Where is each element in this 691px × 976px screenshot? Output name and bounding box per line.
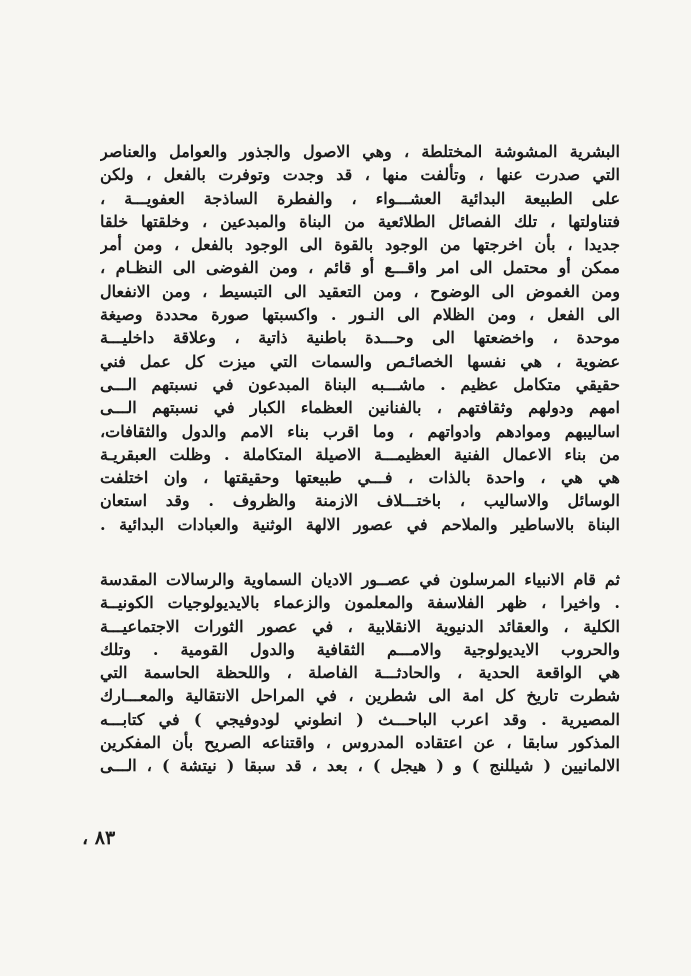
text-line: امهم ودولهم وثقافتهم ، بالفنانين العظماء الكبار في نسبتهم الـــى — [100, 398, 620, 418]
text-line: والحروب الايديولوجية والامـــم الثقافية والدول القومية . وتلك — [100, 639, 620, 659]
text-line: ومن الغموض الى الوضوح ، ومن التعقيد الى التبسيط ، ومن الانفعال — [100, 281, 620, 301]
paragraph-2 — [100, 568, 620, 778]
text-line: الى الفعل ، ومن الظلام الى النـور . واكسبتها صورة محددة وصيغة — [100, 305, 620, 325]
text-line: ممكن أو محتمل الى امر واقـــع أو قائم ، ومن الفوضى الى النظـام ، — [100, 258, 620, 278]
text-line: الوسائل والاساليب ، باختـــلاف الازمنة والظروف . وقد استعان — [100, 491, 620, 511]
text-line: المصيرية . وقد اعرب الباحـــث ( انطوني لودوفيجي ) في كتابـــه — [100, 709, 620, 729]
text-line: على الطبيعة البدائية العشـــواء ، والفطرة الساذجة العفويـــة ، — [100, 188, 620, 208]
text-line: حقيقي متكامل عظيم . ماشـــبه البناة المبدعون في نسبتهم الـــى — [100, 374, 620, 394]
text-line: جديدا ، بأن اخرجتها من الوجود بالقوة الى الوجود بالفعل ، ومن أمر — [100, 235, 620, 255]
text-line: ثم قام الانبياء المرسلون في عصــور الاديان السماوية والرسالات المقدسة — [100, 570, 620, 589]
text-line: عضوية ، هي نفسها الخصائـص والسمات التي ميزت كل عمل فني — [100, 351, 620, 371]
text-line: هي الواقعة الحدية ، والحادثـــة الفاصلة ، واللحظة الحاسمة التي — [100, 663, 620, 683]
text-line: اساليبهم وموادهم وادواتهم ، وما اقرب بناء الامم والدول والثقافات، — [100, 421, 620, 441]
paragraph-1 — [100, 140, 620, 536]
page-number: ٨٣ ، — [82, 827, 116, 849]
text-line: موحدة ، واخضعتها الى وحـــدة باطنية ذاتية ، وعلاقة داخليـــة — [100, 328, 620, 348]
text-line: الالمانيين ( شيللنج ) و ( هيجل ) ، بعد ، قد سبقا ( نيتشة ) ، الـــى — [100, 756, 620, 776]
text-line: التي صدرت عنها ، وتألفت منها ، قد وجدت وتوفرت بالفعل ، ولكن — [100, 165, 620, 185]
text-line: البناة بالاساطير والملاحم في عصور الالهة الوثنية والعبادات البدائية . — [100, 514, 620, 534]
text-line: الكلية ، والعقائد الدنيوية الانقلابية ، في عصور الثورات الاجتماعيـــة — [100, 616, 620, 636]
text-line: البشرية المشوشة المختلطة ، وهي الاصول والجذور والعوامل والعناصر — [100, 142, 620, 161]
text-line: هي هي ، واحدة بالذات ، فـــي طبيعتها وحقيقتها ، وان اختلفت — [100, 468, 620, 488]
text-line: فتناولتها ، تلك الفصائل الطلائعية من البناة والمبدعين ، وخلقتها خلقا — [100, 211, 620, 231]
text-line: من بناء الاعمال الفنية العظيمـــة الاصيلة المتكاملة . وظلت العبقريـة — [100, 444, 620, 464]
text-line: شطرت تاريخ كل امة الى شطرين ، في المراحل الانتقالية والمعـــارك — [100, 686, 620, 706]
text-line: المذكور سابقا ، عن اعتقاده المدروس ، واقتناعه الصريح بأن المفكرين — [100, 733, 620, 753]
text-line: . واخيرا ، ظهر الفلاسفة والمعلمون والزعماء بالايديولوجيات الكونيــة — [100, 593, 620, 613]
